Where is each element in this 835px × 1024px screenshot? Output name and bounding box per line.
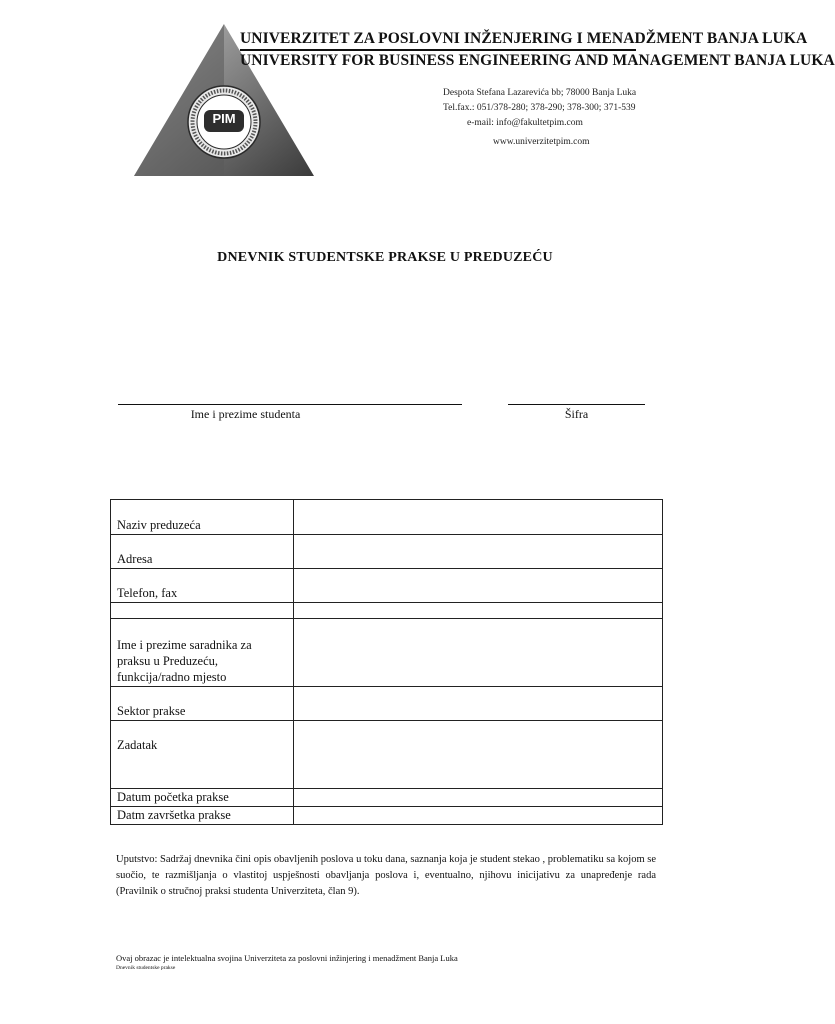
student-code-line[interactable] (508, 404, 645, 405)
end-date-label: Datm završetka prakse (111, 807, 294, 825)
table-row (111, 569, 663, 603)
empty-field[interactable] (294, 603, 663, 619)
table-row (111, 500, 663, 535)
document-title: DNEVNIK STUDENTSKE PRAKSE U PREDUZEĆU (217, 250, 553, 265)
end-date-field[interactable] (294, 807, 663, 825)
document-name: Dnevnik studentske prakse (116, 965, 176, 971)
email: e-mail: info@fakultetpim.com (467, 118, 583, 128)
contact-block (443, 86, 636, 150)
table-row (111, 721, 663, 789)
address: Despota Stefana Lazarevića bb; 78000 Banja Luka (443, 88, 637, 98)
task-label: Zadatak (111, 721, 294, 789)
company-name-label: Naziv preduzeća (111, 500, 294, 535)
mentor-label (111, 619, 294, 687)
start-date-field[interactable] (294, 789, 663, 807)
copyright-notice: Ovaj obrazac je intelektualna svojina Univerziteta za poslovni inžinjering i menadžment Banja Luka (116, 953, 458, 963)
table-row (111, 535, 663, 569)
university-name-local: UNIVERZITET ZA POSLOVNI INŽENJERING I MENADŽMENT BANJA LUKA (240, 30, 808, 47)
empty-label (111, 603, 294, 619)
phone-fax-field[interactable] (294, 569, 663, 603)
website: www.univerzitetpim.com (493, 137, 590, 147)
university-name-en: UNIVERSITY FOR BUSINESS ENGINEERING AND MANAGEMENT BANJA LUKA (240, 52, 835, 69)
phone: Tel.fax.: 051/378-280; 378-290; 378-300; 371-539 (443, 103, 636, 113)
address-field[interactable] (294, 535, 663, 569)
mentor-label-line-1: Ime i prezime saradnika za (117, 638, 252, 652)
student-code-label: Šifra (564, 407, 589, 421)
phone-fax-label: Telefon, fax (111, 569, 294, 603)
student-name-line[interactable] (118, 404, 462, 405)
mentor-label-line-2: praksu u Preduzeću, (117, 654, 219, 668)
table-row (111, 789, 663, 807)
table-row (111, 619, 663, 687)
university-name-block (240, 30, 835, 70)
address-label: Adresa (111, 535, 294, 569)
table-row (111, 603, 663, 619)
company-name-field[interactable] (294, 500, 663, 535)
title-divider (240, 49, 636, 51)
table-row (111, 687, 663, 721)
logo-text: PIM (212, 111, 236, 126)
start-date-label: Datum početka prakse (111, 789, 294, 807)
sector-field[interactable] (294, 687, 663, 721)
table-row (111, 807, 663, 825)
mentor-field[interactable] (294, 619, 663, 687)
sector-label: Sektor prakse (111, 687, 294, 721)
instructions-text: Uputstvo: Sadržaj dnevnika čini opis obavljenih poslova u toku dana, saznanja koja je student stekao , problematiku sa kojom se suočio, te razmišljanja o vlastitoj uspješnosti obavljanja poslova i, eventualno, njihovu inicijativu za unapređenje rada (Pravilnik o stručnoj praksi studenta Univerziteta, član 9). (116, 854, 656, 897)
student-name-label: Ime i prezime studenta (190, 407, 301, 421)
task-field[interactable] (294, 721, 663, 789)
internship-form-table (110, 499, 663, 825)
mentor-label-line-3: funkcija/radno mjesto (117, 670, 227, 684)
